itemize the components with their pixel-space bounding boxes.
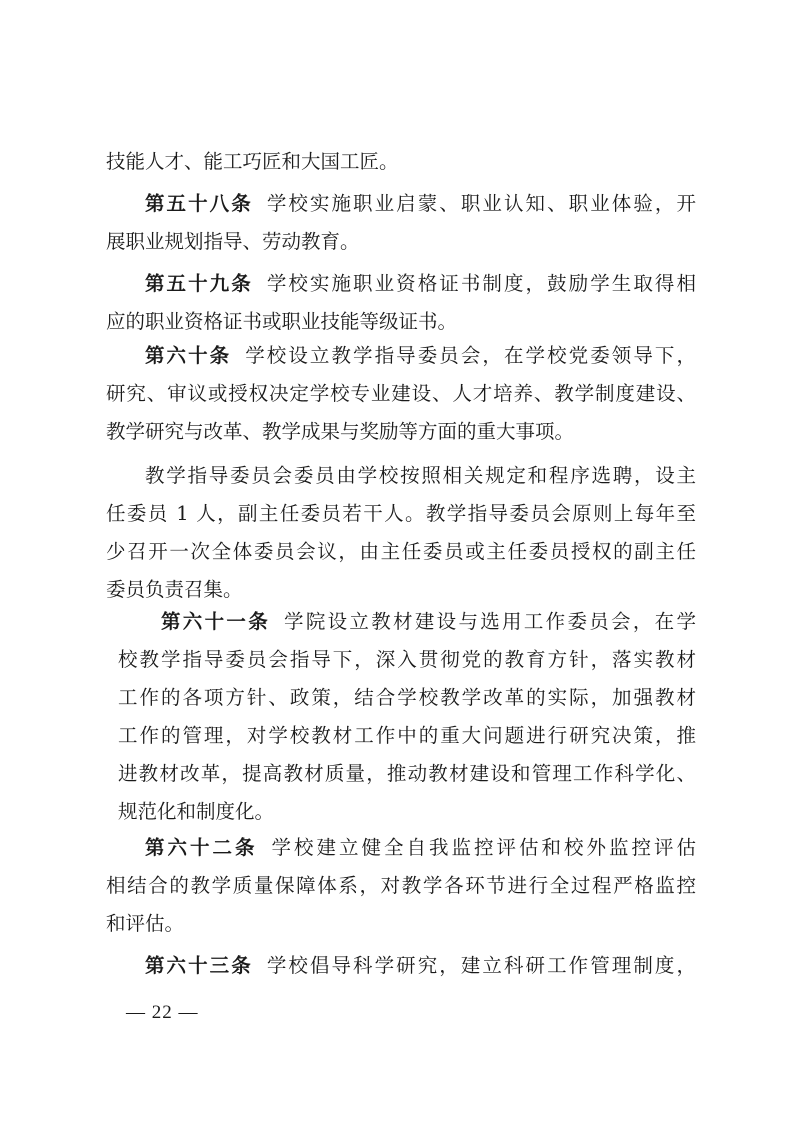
article-61-line-6: 规范化和制度化。: [118, 800, 275, 823]
article-heading: 第五十九条: [145, 272, 253, 295]
article-heading: 第六十三条: [145, 954, 253, 977]
article-62-line-3: 和评估。: [106, 912, 185, 935]
article-61-line-1: 第六十一条 学院设立教材建设与选用工作委员会，在学: [161, 610, 696, 633]
article-61-line-4: 工作的管理，对学校教材工作中的重大问题进行研究决策，推: [118, 724, 696, 747]
article-59-line-2: 应的职业资格证书或职业技能等级证书。: [106, 310, 458, 333]
article-60-para2-line-3: 少召开一次全体委员会议，由主任委员或主任委员授权的副主任: [106, 540, 696, 563]
article-61-line-5: 进教材改革，提高教材质量，推动教材建设和管理工作科学化、: [118, 762, 696, 785]
article-heading: 第六十二条: [145, 836, 258, 859]
article-60-para2-line-1: 教学指导委员会委员由学校按照相关规定和程序选聘，设主: [145, 464, 696, 487]
article-59-line-1: 第五十九条 学校实施职业资格证书制度，鼓励学生取得相: [145, 272, 696, 295]
article-58-line-2: 展职业规划指导、劳动教育。: [106, 230, 360, 253]
article-58-line-1: 第五十八条 学校实施职业启蒙、职业认知、职业体验，开: [145, 192, 696, 215]
article-63-line-1: 第六十三条 学校倡导科学研究，建立科研工作管理制度，: [145, 954, 696, 977]
article-60-line-3: 教学研究与改革、教学成果与奖励等方面的重大事项。: [106, 420, 575, 443]
article-60-para2-line-2: 任委员 1 人，副主任委员若干人。教学指导委员会原则上每年至: [106, 502, 696, 525]
article-60-para2-line-4: 委员负责召集。: [106, 578, 243, 601]
article-62-line-2: 相结合的教学质量保障体系，对教学各环节进行全过程严格监控: [106, 874, 696, 897]
article-60-line-1: 第六十条 学校设立教学指导委员会，在学校党委领导下，: [145, 344, 696, 367]
page-number: — 22 —: [126, 1002, 199, 1023]
article-60-line-2: 研究、审议或授权决定学校专业建设、人才培养、教学制度建设、: [106, 382, 696, 405]
article-heading: 第六十一条: [161, 610, 271, 633]
article-61-line-3: 工作的各项方针、政策，结合学校教学改革的实际，加强教材: [118, 686, 696, 709]
text-line: 技能人才、能工巧匠和大国工匠。: [106, 150, 399, 173]
article-62-line-1: 第六十二条 学校建立健全自我监控评估和校外监控评估: [145, 836, 696, 859]
article-heading: 第五十八条: [145, 192, 253, 215]
article-61-line-2: 校教学指导委员会指导下，深入贯彻党的教育方针，落实教材: [118, 648, 696, 671]
article-heading: 第六十条: [145, 344, 232, 367]
